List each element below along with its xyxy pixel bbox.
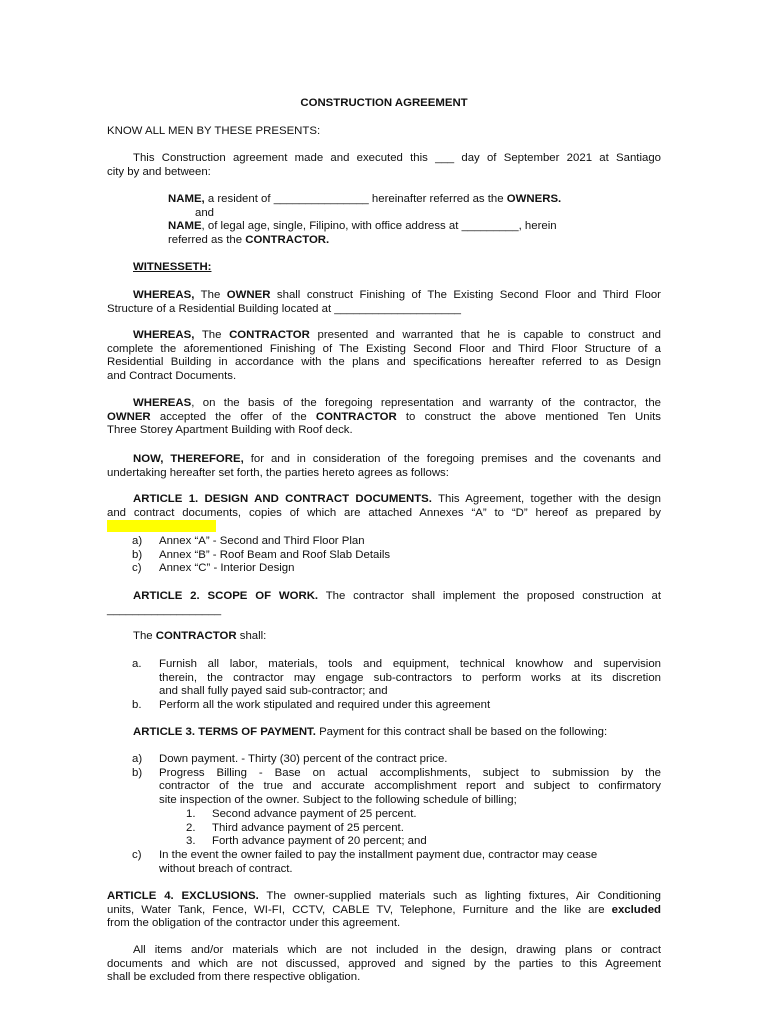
- payment-list: [132, 753, 661, 808]
- billing-schedule-list: [186, 808, 427, 849]
- list-item: a) Down payment. - Thirty (30) percent of the contract price.: [132, 753, 448, 765]
- article-4-paragraph: ARTICLE 4. EXCLUSIONS. The owner-supplied materials such as lighting fixtures, Air Conditioning units, Water Tank, Fence, WI-FI, CCTV, CABLE TV, Telephone, Furniture and the like are excluded from the obligation of the contractor under this agreement.: [107, 890, 662, 930]
- intro-paragraph: [107, 152, 661, 179]
- list-item: 1. Second advance payment of 25 percent.: [186, 808, 417, 820]
- highlighted-blank: [107, 520, 216, 532]
- article-2-heading: ARTICLE 2. SCOPE OF WORK.: [133, 590, 319, 602]
- owner-party-line: NAME, a resident of _______________ hereinafter referred as the OWNERS.: [168, 193, 562, 205]
- opening-line: KNOW ALL MEN BY THESE PRESENTS:: [107, 125, 321, 137]
- contractor-role: CONTRACTOR.: [245, 234, 330, 247]
- whereas-paragraph-2: WHEREAS, The CONTRACTOR presented and warranted that he is capable to construct and complete the aforementioned Finishing of The Existing Second Floor and Third Floor Structure of a Residential Building in accordance with the plans and specifications hereafter referred to as Design and Contract Documents.: [107, 329, 661, 383]
- contractor-party-line-2: referred as the CONTRACTOR.: [168, 234, 330, 247]
- article-3-heading: ARTICLE 3. TERMS OF PAYMENT.: [133, 726, 316, 738]
- intro-line-2: city by and between:: [107, 165, 211, 178]
- list-item: b. Perform all the work stipulated and required under this agreement: [132, 699, 491, 712]
- list-item: b) Annex “B” - Roof Beam and Roof Slab Details: [132, 548, 391, 561]
- document-title: CONSTRUCTION AGREEMENT: [300, 97, 468, 109]
- whereas-paragraph-3: WHEREAS, on the basis of the foregoing representation and warranty of the contractor, the OWNER accepted the offer of the CONTRACTOR to construct the above mentioned Ten Units Three Storey Apartment Building with Roof deck.: [107, 397, 661, 437]
- contractor-shall-line: The CONTRACTOR shall:: [133, 630, 267, 642]
- payment-list-continued: [132, 849, 661, 876]
- list-item: 2. Third advance payment of 25 percent.: [186, 821, 404, 834]
- list-item: a. Furnish all labor, materials, tools and equipment, technical knowhow and supervision therein, the contractor may engage sub-contractors to perform works at its discretion and shall fully payed said sub-contractor; and: [132, 658, 661, 698]
- owner-name: NAME,: [168, 193, 205, 205]
- article-1-heading: ARTICLE 1. DESIGN AND CONTRACT DOCUMENTS.: [133, 493, 432, 505]
- annex-list: [132, 535, 661, 576]
- list-item: c) Annex “C” - Interior Design: [132, 562, 295, 575]
- contractor-name: NAME: [168, 220, 202, 233]
- whereas-paragraph-1: WHEREAS, The OWNER shall construct Finishing of The Existing Second Floor and Third Floor Structure of a Residential Building located at ____________________: [107, 289, 661, 315]
- article-2-paragraph: ARTICLE 2. SCOPE OF WORK. The contractor shall implement the proposed construction at __________________: [107, 590, 661, 616]
- witnesseth-heading: WITNESSETH:: [133, 261, 212, 273]
- scope-list: [132, 658, 661, 713]
- article-4-heading: ARTICLE 4. EXCLUSIONS.: [107, 890, 259, 902]
- article-4-paragraph-2: All items and/or materials which are not included in the design, drawing plans or contract documents and which are not discussed, approved and signed by the parties to this Agreement shall be excluded from there respective obligation.: [107, 944, 661, 984]
- list-item: a) Annex “A” - Second and Third Floor Plan: [132, 535, 365, 547]
- parties-block: [168, 193, 608, 248]
- intro-line-1: This Construction agreement made and executed this ___ day of September 2021 at Santiago: [133, 152, 661, 164]
- now-therefore-paragraph: NOW, THEREFORE, for and in consideration of the foregoing premises and the covenants and undertaking hereafter set forth, the parties hereto agrees as follows:: [107, 453, 662, 479]
- and-word: and: [195, 206, 215, 219]
- list-item: b) Progress Billing - Base on actual accomplishments, subject to submission by the contractor of the true and accurate accomplishment report and subject to confirmatory site inspection of the owner. Subject to the following schedule of billing;: [132, 766, 661, 807]
- article-1-paragraph: ARTICLE 1. DESIGN AND CONTRACT DOCUMENTS. This Agreement, together with the design and contract documents, copies of which are attached Annexes “A” to “D” hereof as prepared by: [107, 493, 661, 535]
- owner-role: OWNERS.: [506, 193, 562, 205]
- list-item: c) In the event the owner failed to pay the installment payment due, contractor may cease without breach of contract.: [132, 849, 598, 875]
- article-3-paragraph: ARTICLE 3. TERMS OF PAYMENT. Payment for this contract shall be based on the following:: [133, 726, 608, 738]
- list-item: 3. Forth advance payment of 20 percent; and: [186, 835, 427, 848]
- contractor-party-line: NAME, of legal age, single, Filipino, with office address at _________, herein: [168, 220, 557, 233]
